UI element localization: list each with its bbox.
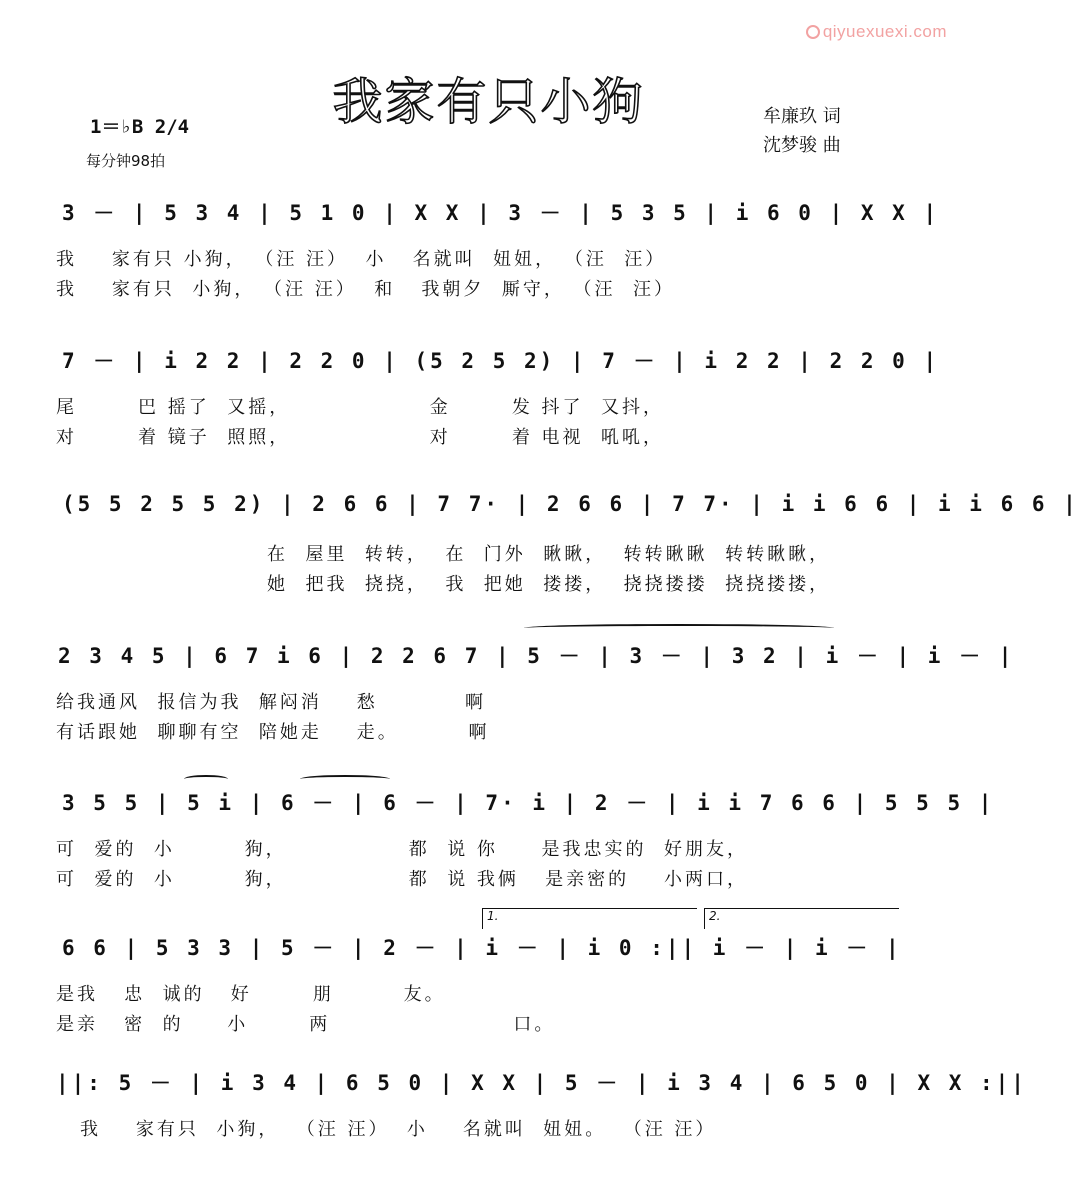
lyric-verse-2: 我 家有只 小狗， （汪 汪） 和 我朝夕 厮守， （汪 汪） — [56, 279, 675, 300]
score-line-5 — [56, 787, 995, 917]
score-line-4 — [56, 640, 1015, 770]
song-title: 我家有只小狗 — [332, 73, 645, 131]
lyric-verse-1: 在 屋里 转转， 在 门外 瞅瞅， 转转瞅瞅 转转瞅瞅， — [267, 544, 831, 565]
key-signature: 1＝♭B 2/4 — [90, 116, 190, 138]
lyric-verse-1: 我 家有只 小狗， （汪 汪） 小 名就叫 妞妞， （汪 汪） — [56, 249, 667, 270]
first-ending-bracket: 1. — [482, 908, 697, 929]
notation: ||: 5 － | i 3 4 | 6 5 0 | X X | 5 － | i 3 4 | 6 5 0 | X X :|| — [56, 1071, 1027, 1095]
notation: 3 5 5 | 5 i | 6 － | 6 － | 7· i | 2 － | i i 7 6 6 | 5 5 5 | — [62, 791, 995, 815]
lyric-verse-2: 有话跟她 聊聊有空 陪她走 走。 啊 — [56, 722, 490, 743]
tie-arc — [300, 775, 390, 783]
score-line-7 — [56, 1067, 1027, 1197]
lyric-verse-2: 可 爱的 小 狗， 都 说 我俩 是亲密的 小两口， — [56, 869, 748, 890]
score-line-6 — [56, 909, 932, 1062]
lyric-verse-1: 给我通风 报信为我 解闷消 愁 啊 — [56, 692, 486, 713]
lyric-verse-1: 可 爱的 小 狗， 都 说 你 是我忠实的 好朋友， — [56, 839, 748, 860]
notation: 2 3 4 5 | 6 7 i 6 | 2 2 6 7 | 5 － | 3 － | 3 2 | i － | i － | — [58, 644, 1015, 668]
lyric-verse-2: 是亲 密 的 小 两 口。 — [56, 1014, 556, 1035]
lyric-verse-2: 她 把我 挠挠， 我 把她 搂搂， 挠挠搂搂 挠挠搂搂， — [267, 574, 831, 595]
watermark — [806, 22, 947, 42]
lyric-verse-1: 我 家有只 小狗， （汪 汪） 小 名就叫 妞妞。 （汪 汪） — [80, 1119, 717, 1140]
second-ending-bracket: 2. — [704, 908, 899, 929]
score-line-3 — [62, 492, 1079, 622]
notation: 7 － | i 2 2 | 2 2 0 | (5 2 5 2) | 7 － | i 2 2 | 2 2 0 | — [62, 349, 940, 373]
lyric-verse-1: 尾 巴 摇了 又摇， 金 发 抖了 又抖， — [56, 397, 664, 418]
score-line-1 — [56, 197, 940, 327]
notation: 6 6 | 5 3 3 | 5 － | 2 － | i － | i 0 :|| i － | i － | — [62, 936, 902, 960]
tie-arc — [524, 624, 834, 632]
composer: 沈梦骏 曲 — [763, 135, 841, 156]
notation: 3 － | 5 3 4 | 5 1 0 | X X | 3 － | 5 3 5 | i 6 0 | X X | — [62, 201, 940, 225]
lyric-verse-2: 对 着 镜子 照照， 对 着 电视 吼吼， — [56, 427, 664, 448]
watermark-logo-icon — [806, 25, 820, 39]
watermark-text: qiyuexuexi.com — [822, 22, 947, 41]
score-line-2 — [56, 345, 940, 475]
tie-arc — [184, 775, 228, 783]
lyricist: 牟廉玖 词 — [763, 106, 841, 127]
lyric-verse-1: 是我 忠 诚的 好 朋 友。 — [56, 984, 446, 1005]
tempo: 每分钟98拍 — [86, 152, 166, 170]
notation: (5 5 2 5 5 2) | 2 6 6 | 7 7· | 2 6 6 | 7 7· | i i 6 6 | i i 6 6 | — [62, 492, 1079, 516]
